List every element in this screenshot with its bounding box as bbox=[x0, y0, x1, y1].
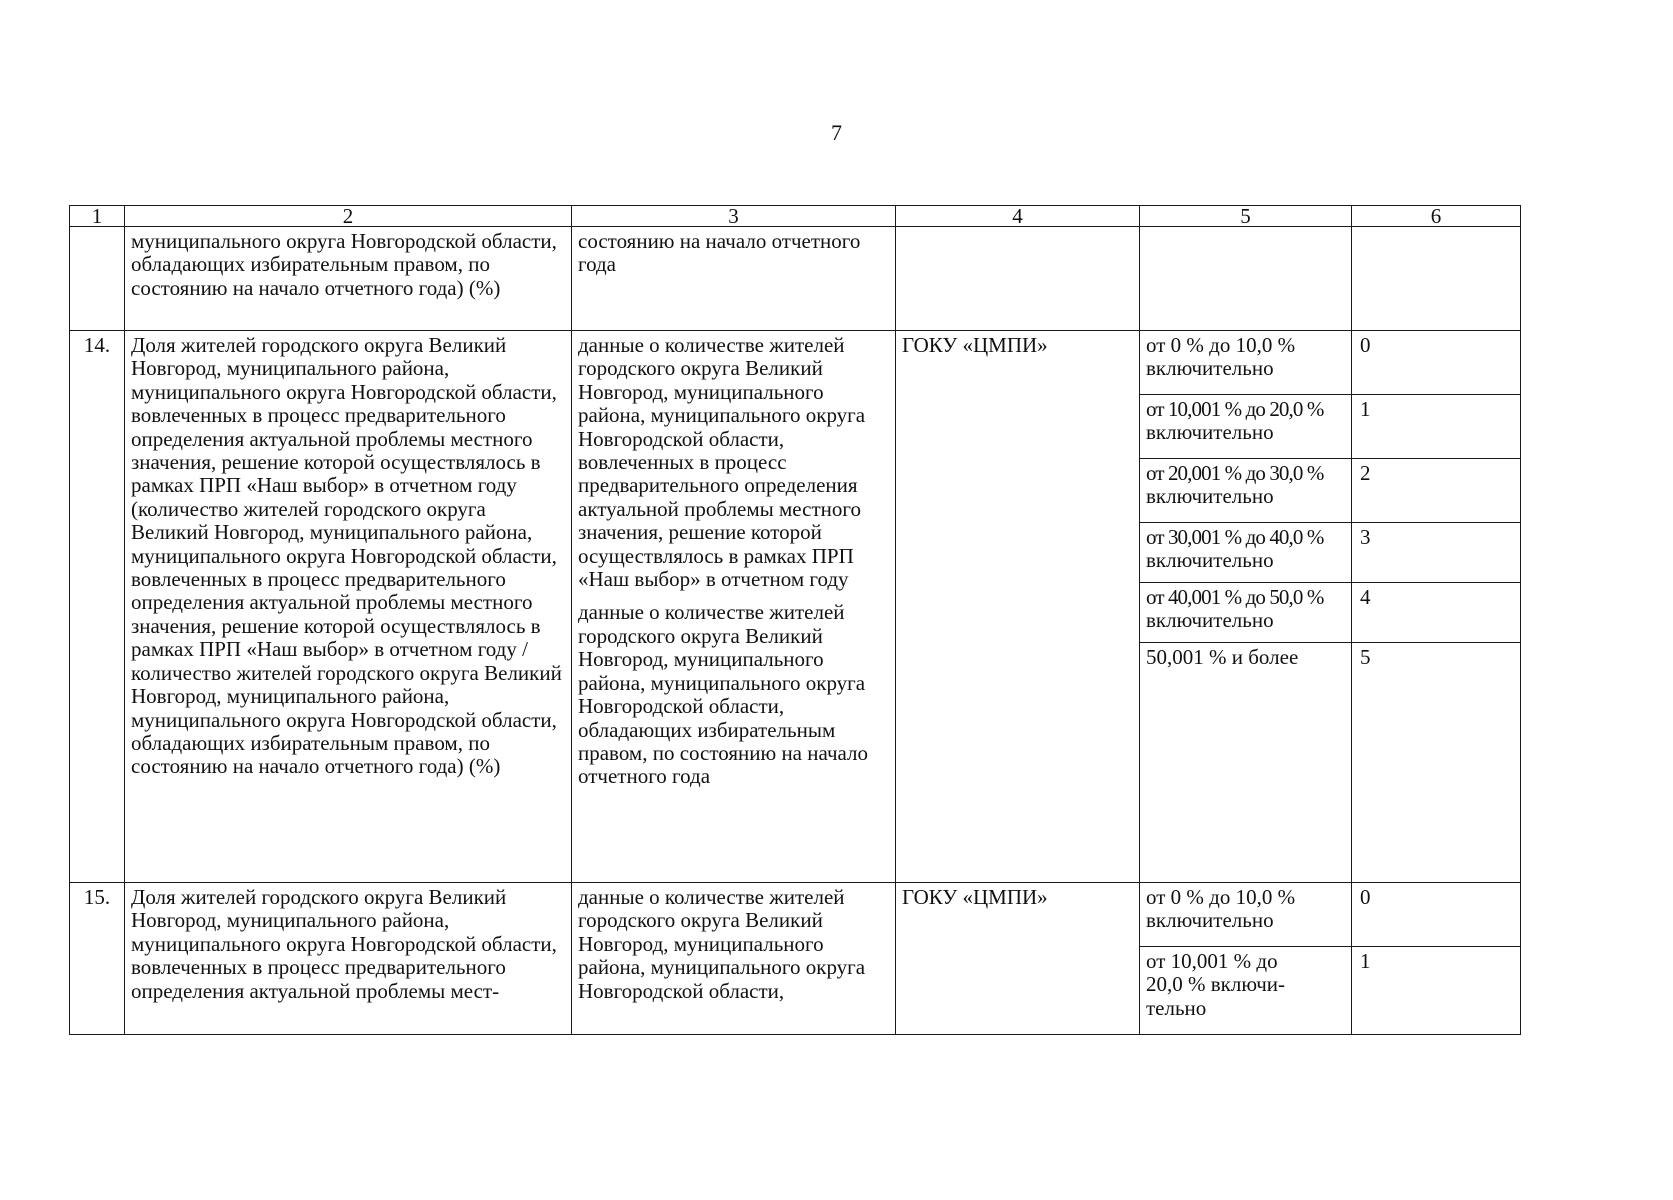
continuation-source: состоянию на начало отчетного года bbox=[572, 227, 896, 331]
header-col-6: 6 bbox=[1352, 206, 1521, 227]
row-14-score-4: 4 bbox=[1352, 583, 1521, 643]
row-14-score-3: 3 bbox=[1352, 523, 1521, 583]
row-14-indicator: Доля жителей городского округа Великий Новгород, муниципального района, муниципального округа Новгородской области, вовлеченных в процесс предварительного определения актуальной проблемы местного значения, решение которой осуществлялось в рамках ПРП «Наш выбор» в отчетном году (количество жителей городского округа Великий Новгород, муниципального района, муниципального округа Новгородской области, вовлеченных в процесс предварительного определения актуальной проблемы местного значения, решение которой осуществлялось в рамках ПРП «Наш выбор» в отчетном году / количество жителей городского округа Великий Новгород, муниципального района, муниципального округа Новгородской области, обладающих избирательным правом, по состоянию на начало отчетного года) (%) bbox=[125, 331, 572, 883]
row-15-range-1: от 10,001 % до 20,0 % включи- тельно bbox=[1140, 947, 1352, 1035]
continuation-score bbox=[1352, 227, 1521, 331]
row-15-range-0: от 0 % до 10,0 % включительно bbox=[1140, 883, 1352, 947]
continuation-row bbox=[70, 227, 1521, 331]
row-14-range-5: 50,001 % и более bbox=[1140, 643, 1352, 883]
header-col-2: 2 bbox=[125, 206, 572, 227]
continuation-indicator: муниципального округа Новгородской области, обладающих избирательным правом, по состоянию на начало отчетного года) (%) bbox=[125, 227, 572, 331]
table-row-15 bbox=[70, 883, 1521, 947]
row-14-responsible: ГОКУ «ЦМПИ» bbox=[896, 331, 1140, 883]
row-14-range-4: от 40,001 % до 50,0 % включительно bbox=[1140, 583, 1352, 643]
page-number: 7 bbox=[831, 120, 842, 145]
indicators-table bbox=[69, 205, 1521, 1035]
row-15-score-1: 1 bbox=[1352, 947, 1521, 1035]
row-15-number: 15. bbox=[70, 883, 125, 1035]
row-14-range-1: от 10,001 % до 20,0 % включительно bbox=[1140, 395, 1352, 459]
row-14-source bbox=[572, 331, 896, 883]
row-15-score-0: 0 bbox=[1352, 883, 1521, 947]
header-col-5: 5 bbox=[1140, 206, 1352, 227]
row-14-score-0: 0 bbox=[1352, 331, 1521, 395]
header-col-4: 4 bbox=[896, 206, 1140, 227]
row-15-responsible: ГОКУ «ЦМПИ» bbox=[896, 883, 1140, 1035]
row-14-range-3: от 30,001 % до 40,0 % включительно bbox=[1140, 523, 1352, 583]
row-14-source-1: данные о количестве жителей городского округа Великий Новгород, муниципального района, муниципального округа Новгородской области, вовлеченных в процесс предварительного определения актуальной проблемы местного значения, решение которой осуществлялось в рамках ПРП «Наш выбор» в отчетном году bbox=[578, 333, 866, 592]
row-15-source: данные о количестве жителей городского округа Великий Новгород, муниципального района, муниципального округа Новгородской области, bbox=[572, 883, 896, 1035]
header-col-1: 1 bbox=[70, 206, 125, 227]
continuation-responsible bbox=[896, 227, 1140, 331]
row-14-score-5: 5 bbox=[1352, 643, 1521, 883]
continuation-range bbox=[1140, 227, 1352, 331]
table-header-row bbox=[70, 206, 1521, 227]
row-14-number: 14. bbox=[70, 331, 125, 883]
row-14-score-1: 1 bbox=[1352, 395, 1521, 459]
row-14-source-2: данные о количестве жителей городского округа Великий Новгород, муниципального района, муниципального округа Новгородской области, обладающих избирательным правом, по состоянию на начало отчетного года bbox=[578, 600, 869, 789]
table-row-14 bbox=[70, 331, 1521, 395]
row-14-score-2: 2 bbox=[1352, 459, 1521, 523]
row-14-range-0: от 0 % до 10,0 % включительно bbox=[1140, 331, 1352, 395]
row-14-range-2: от 20,001 % до 30,0 % включительно bbox=[1140, 459, 1352, 523]
continuation-number bbox=[70, 227, 125, 331]
header-col-3: 3 bbox=[572, 206, 896, 227]
row-15-indicator: Доля жителей городского округа Великий Новгород, муниципального района, муниципального округа Новгородской области, вовлеченных в процесс предварительного определения актуальной проблемы мест- bbox=[125, 883, 572, 1035]
